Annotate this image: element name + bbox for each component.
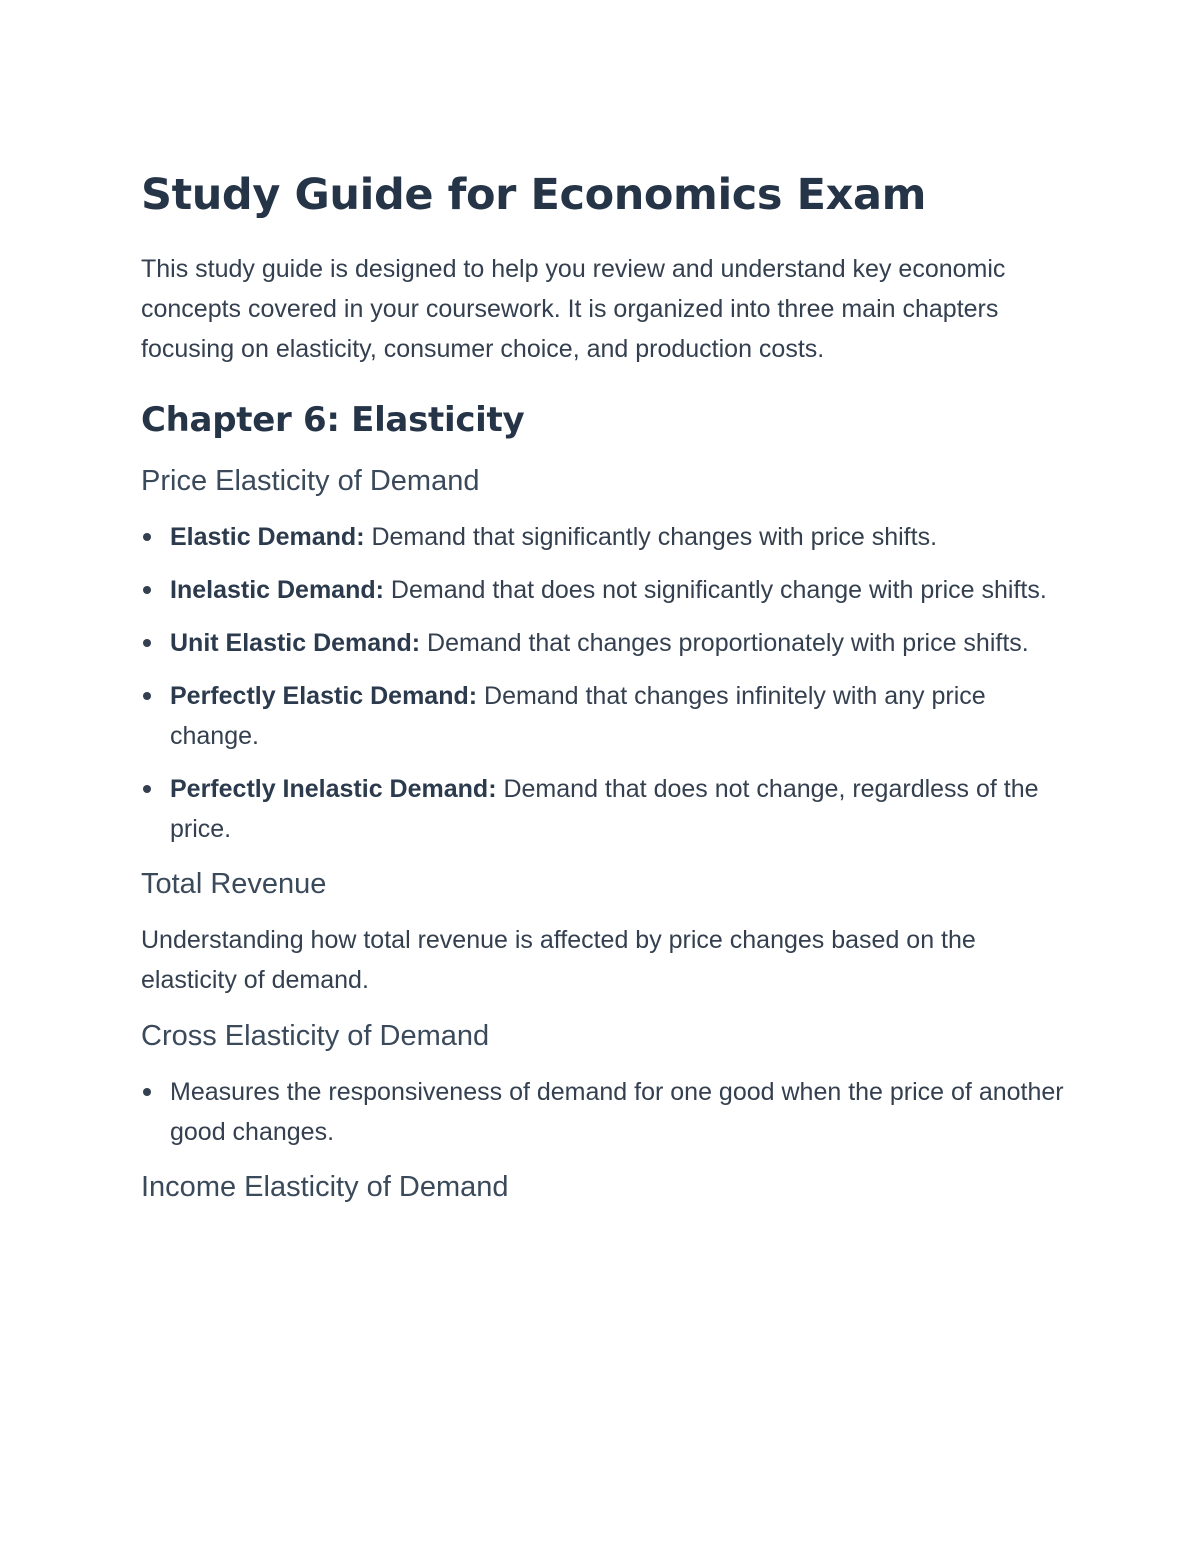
list-item [141, 769, 1066, 849]
intro-paragraph: This study guide is designed to help you review and understand key economic concepts covered in your coursework. It is organized into three main chapters focusing on elasticity, consumer choice, and production costs. [141, 255, 1006, 363]
term-label: Unit Elastic Demand [170, 629, 412, 657]
document-page [141, 168, 1066, 1209]
term-description: Demand that changes proportionately with price shifts. [420, 629, 1029, 657]
term-label: Inelastic Demand [170, 576, 376, 604]
section-heading-total-revenue: Total Revenue [141, 868, 327, 900]
list-item [141, 570, 1066, 610]
bullet-icon [143, 785, 151, 793]
bullet-icon [143, 533, 151, 541]
term-label: Perfectly Inelastic Demand [170, 775, 489, 803]
term-separator: : [468, 682, 478, 710]
list-item [141, 1072, 1066, 1152]
chapter-heading: Chapter 6: Elasticity [141, 400, 525, 440]
page-title: Study Guide for Economics Exam [141, 170, 926, 220]
section-heading-income-elasticity: Income Elasticity of Demand [141, 1171, 509, 1203]
term-description: Demand that significantly changes with price shifts. [364, 523, 938, 551]
price-elasticity-list [141, 517, 1066, 849]
term-separator: : [411, 629, 421, 657]
term-separator: : [356, 523, 365, 551]
section-heading-price-elasticity: Price Elasticity of Demand [141, 465, 480, 497]
term-label: Elastic Demand [170, 523, 357, 551]
total-revenue-paragraph: Understanding how total revenue is affected by price changes based on the elasticity of demand. [141, 926, 976, 994]
term-description: Demand that does not significantly change with price shifts. [383, 576, 1047, 604]
section-heading-cross-elasticity: Cross Elasticity of Demand [141, 1020, 490, 1052]
list-item [141, 517, 1066, 557]
list-item-text: Measures the responsiveness of demand for one good when the price of another good changes. [170, 1078, 1064, 1146]
bullet-icon [143, 586, 151, 594]
term-description: Demand that does not change, regardless of the price. [170, 775, 1039, 843]
bullet-icon [143, 692, 151, 700]
list-item [141, 676, 1066, 756]
term-description: Demand that changes infinitely with any price change. [170, 682, 986, 750]
term-separator: : [488, 775, 497, 803]
term-label: Perfectly Elastic Demand [170, 682, 469, 710]
cross-elasticity-list [141, 1072, 1066, 1152]
bullet-icon [143, 639, 151, 647]
term-separator: : [375, 576, 384, 604]
list-item [141, 623, 1066, 663]
bullet-icon [143, 1088, 151, 1096]
